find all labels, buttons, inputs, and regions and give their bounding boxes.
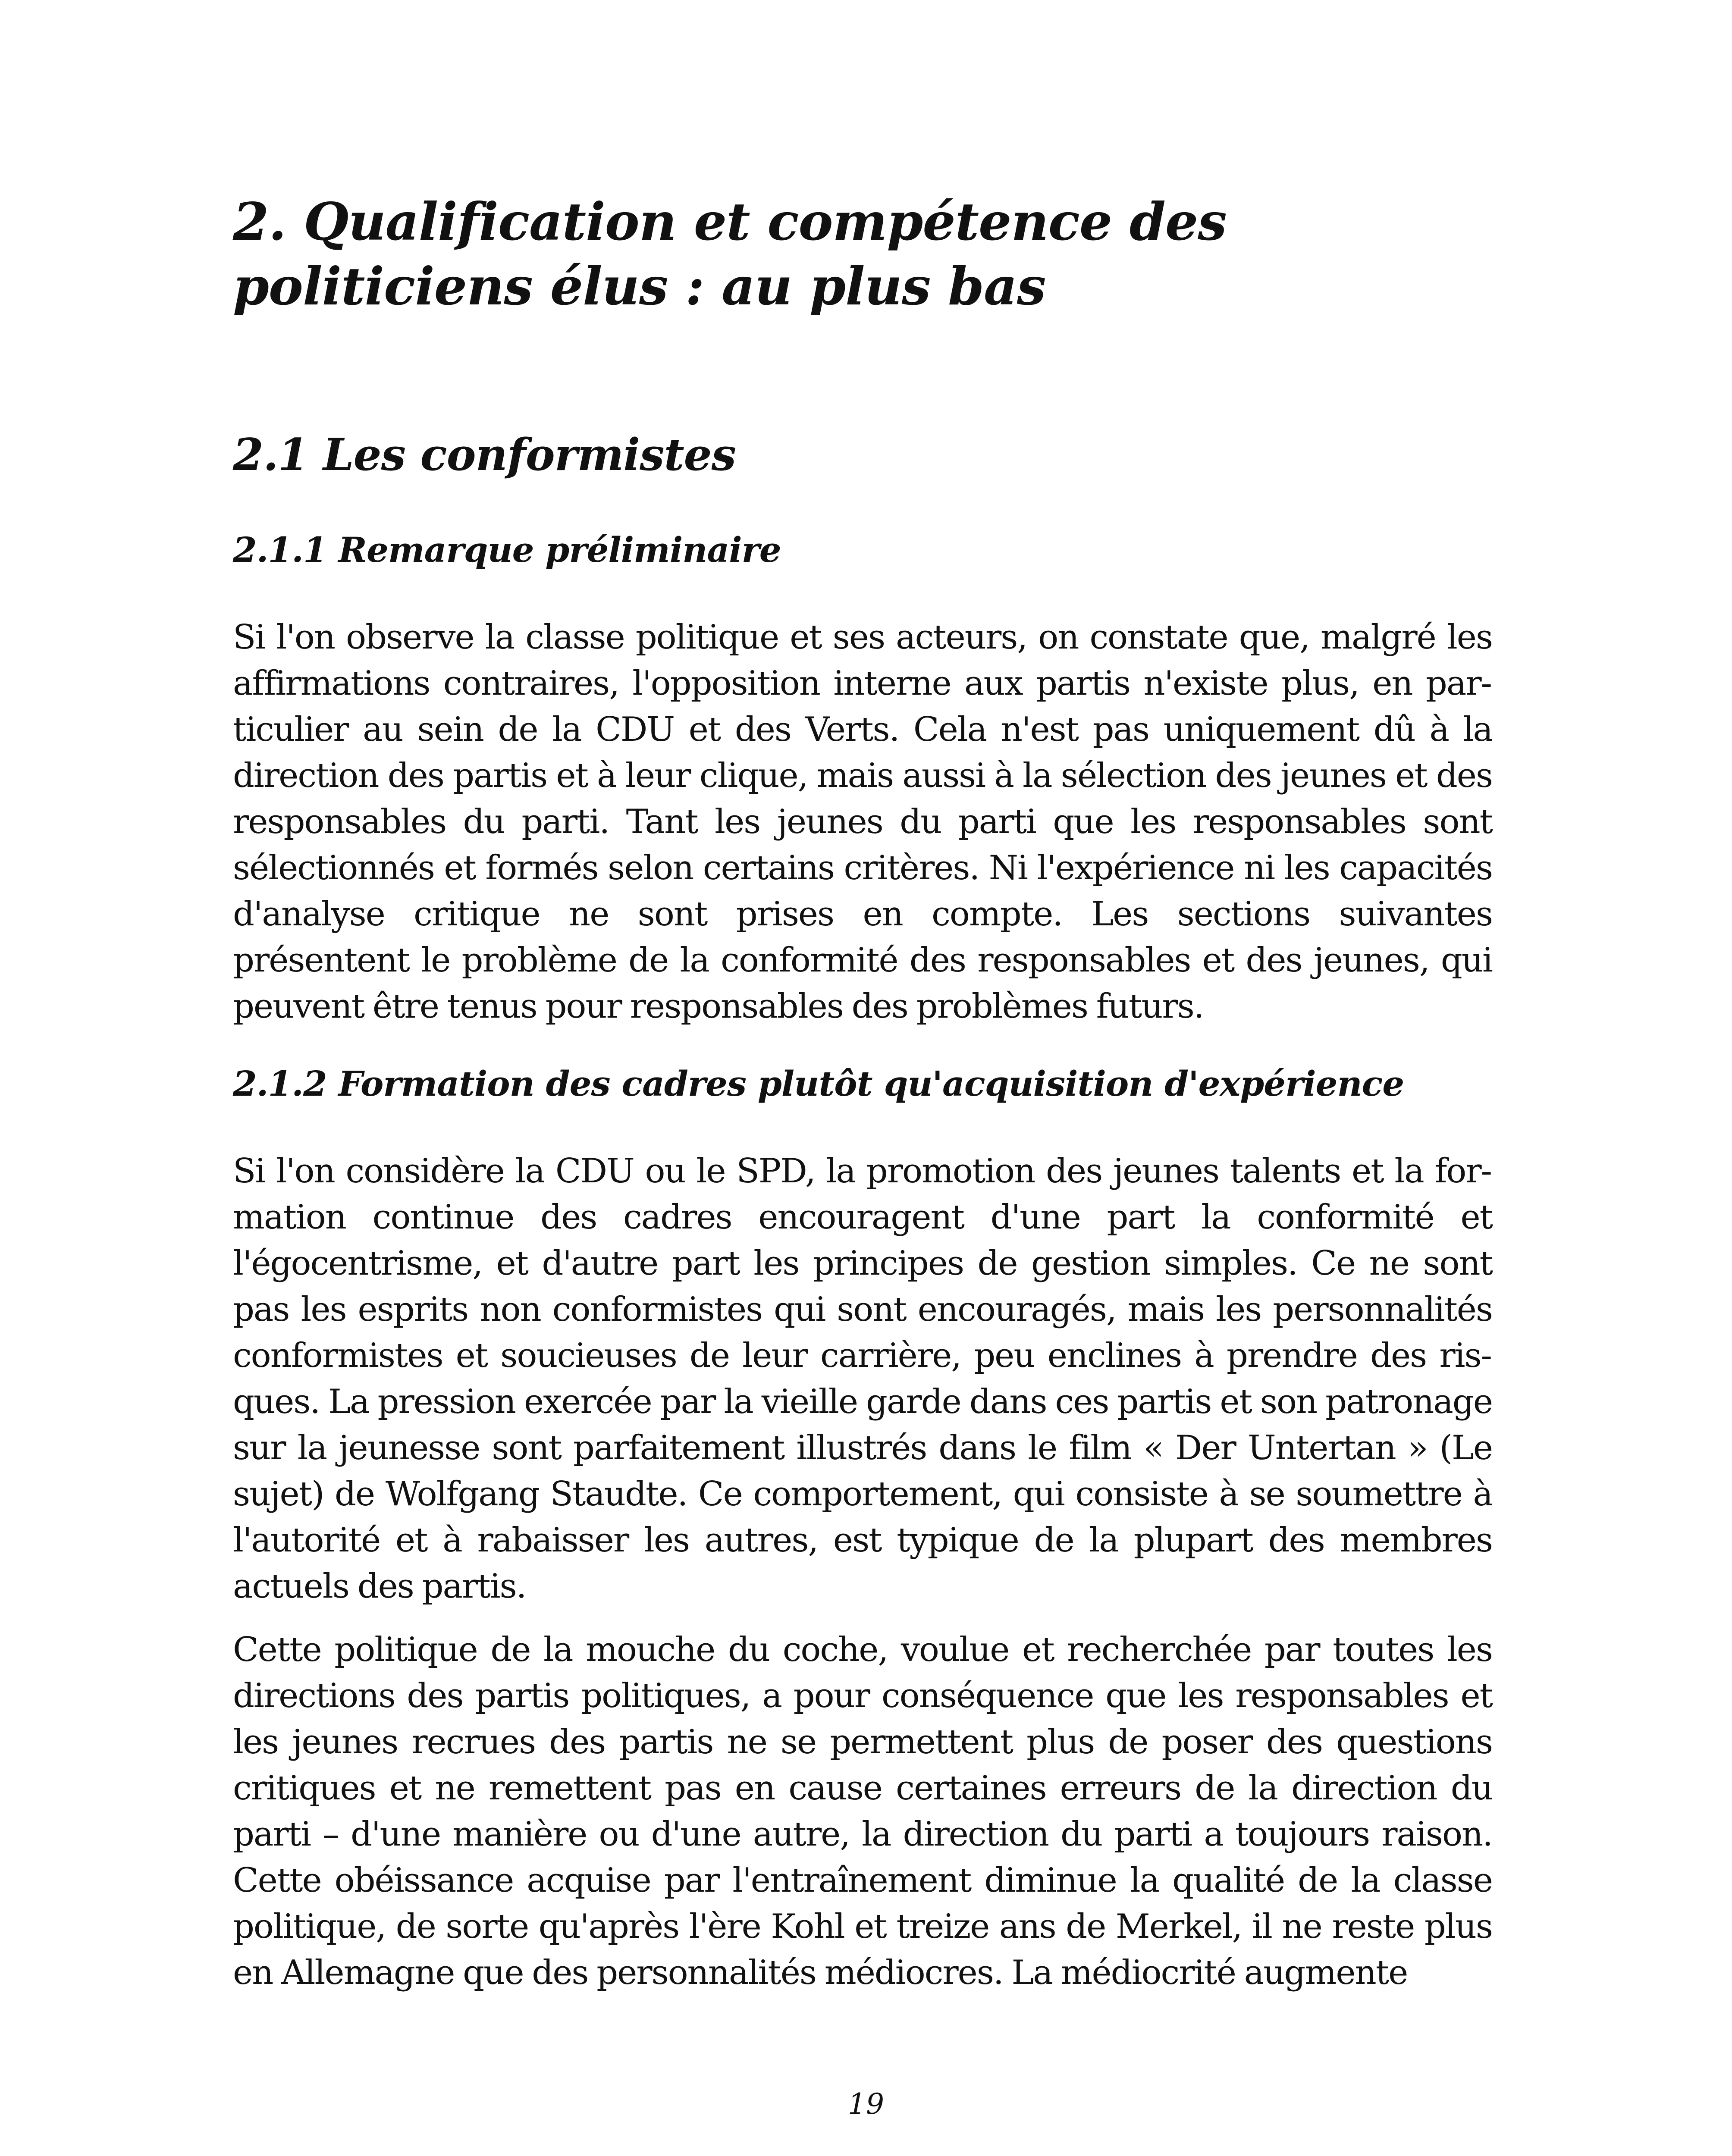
section-title: 2.1 Les conformistes bbox=[233, 429, 736, 481]
subsection-title-formation: 2.1.2 Formation des cadres plutôt qu'acquisition d'expérience bbox=[233, 1063, 1404, 1104]
page-number: 19 bbox=[848, 2087, 884, 2121]
page-content bbox=[233, 190, 1492, 1996]
chapter-title: 2. Qualification et compétence des politiciens élus : au plus bas bbox=[233, 191, 1227, 317]
body-paragraph: Si l'on observe la classe politique et ses acteurs, on constate que, malgré les affirmations contraires, l'opposition interne aux partis n'existe plus, en particulier au sein de la CDU et des Verts. Cela n'est pas uniquement dû à la direction des partis et à leur clique, mais aussi à la sélection des jeunes et des responsables du parti. Tant les jeunes du parti que les responsables sont sélectionnés et formés selon certains critères. Ni l'expérience ni les capacités d'analyse critique ne sont prises en compte. Les sections suivantes présentent le problème de la conformité des responsables et des jeunes, qui peuvent être tenus pour responsables des problèmes futurs. bbox=[233, 618, 1492, 1026]
body-paragraph: Cette politique de la mouche du coche, voulue et recherchée par toutes les directions des partis politiques, a pour conséquence que les responsables et les jeunes recrues des partis ne se permettent plus de poser des questions critiques et ne remettent pas en cause certaines erreurs de la direction du parti – d'une manière ou d'une autre, la direction du parti a toujours raison. Cette obéissance acquise par l'entraînement diminue la qualité de la classe politique, de sorte qu'après l'ère Kohl et treize ans de Merkel, il ne reste plus en Allemagne que des personnalités médiocres. La médiocrité augmente bbox=[233, 1630, 1492, 1992]
body-paragraph: Si l'on considère la CDU ou le SPD, la promotion des jeunes talents et la formation continue des cadres encouragent d'une part la conformité et l'égocentrisme, et d'autre part les principes de gestion simples. Ce ne sont pas les esprits non conformistes qui sont encouragés, mais les personnalités conformistes et soucieuses de leur carrière, peu enclines à prendre des risques. La pression exercée par la vieille garde dans ces partis et son patronage sur la jeunesse sont parfaitement illustrés dans le film « Der Untertan » (Le sujet) de Wolfgang Staudte. Ce comportement, qui consiste à se soumettre à l'autorité et à rabaisser les autres, est typique de la plupart des membres actuels des partis. bbox=[233, 1152, 1492, 1606]
subsection-title-remarque: 2.1.1 Remarque préliminaire bbox=[233, 530, 781, 570]
